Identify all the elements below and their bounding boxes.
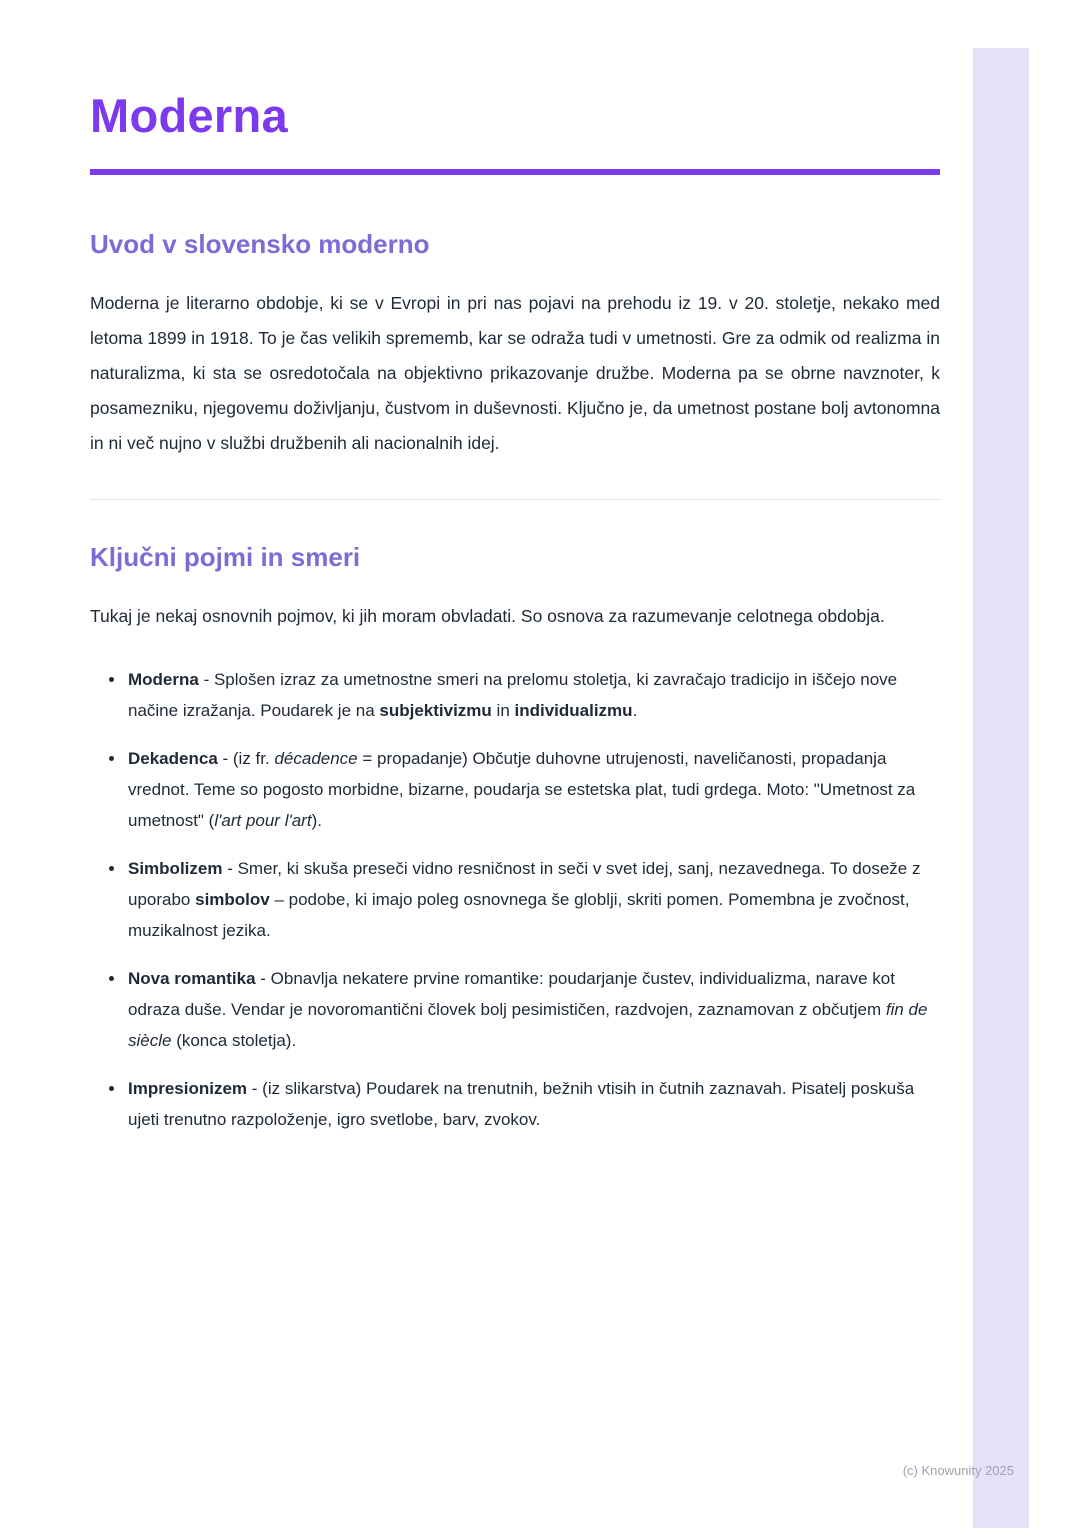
- text-segment: - (iz fr.: [217, 749, 275, 768]
- text-segment: l'art pour l'art: [214, 811, 312, 830]
- section-uvod: [90, 229, 940, 461]
- text-segment: Simbolizem: [128, 859, 223, 878]
- title-underline: [90, 169, 940, 175]
- text-segment: décadence: [274, 749, 358, 768]
- text-segment: - Splošen izraz za umetnostne smeri na prelomu stoletja, ki zavračajo tradicijo in iščejo nove načine izražanja. Poudarek je na: [128, 670, 898, 720]
- section-heading-kljucni-pojmi: Ključni pojmi in smeri: [90, 542, 361, 572]
- text-segment: ).: [311, 811, 322, 830]
- terms-list: [90, 664, 940, 1135]
- text-segment: - Obnavlja nekatere prvine romantike: poudarjanje čustev, individualizma, narave kot odraza duše. Vendar je novoromantični človek bolj pesimističen, razdvojen, zaznamovan z občutjem: [128, 969, 895, 1019]
- section-heading-uvod: Uvod v slovensko moderno: [90, 229, 430, 259]
- page-title: Moderna: [90, 89, 288, 142]
- text-segment: Dekadenca: [128, 749, 218, 768]
- term-list-item: [126, 743, 940, 836]
- text-segment: simbolov: [195, 890, 270, 909]
- term-list-item: [126, 1073, 940, 1135]
- terms-intro-paragraph: Tukaj je nekaj osnovnih pojmov, ki jih moram obvladati. So osnova za razumevanje celotnega obdobja.: [90, 606, 885, 626]
- text-segment: – podobe, ki imajo poleg osnovnega še globlji, skriti pomen. Pomembna je zvočnost, muzikalnost jezika.: [128, 890, 910, 940]
- text-segment: (konca stoletja).: [171, 1031, 297, 1050]
- term-list-item: [126, 963, 940, 1056]
- copyright-notice: (c) Knowunity 2025: [902, 1463, 1014, 1478]
- text-segment: in: [491, 701, 515, 720]
- text-segment: subjektivizmu: [379, 701, 492, 720]
- term-list-item: [126, 853, 940, 946]
- term-list-item: [126, 664, 940, 726]
- intro-paragraph: Moderna je literarno obdobje, ki se v Evropi in pri nas pojavi na prehodu iz 19. v 20. stoletje, nekako med letoma 1899 in 1918. To je čas velikih sprememb, kar se odraža tudi v umetnosti. Gre za odmik od realizma in naturalizma, ki sta se osredotočala na objektivno prikazovanje družbe. Moderna pa se obrne navznoter, k posamezniku, njegovemu doživljanju, čustvom in duševnosti. Ključno je, da umetnost postane bolj avtonomna in ni več nujno v službi družbenih ali nacionalnih idej.: [90, 293, 940, 453]
- text-segment: = propadanje) Občutje duhovne utrujenosti, naveličanosti, propadanja vrednot. Teme so pogosto morbidne, bizarne, poudarja se estetska plat, tudi grdega. Moto: "Umetnost za umetnost" (: [128, 749, 916, 830]
- section-kljucni-pojmi: [90, 542, 940, 1135]
- text-segment: individualizmu: [514, 701, 633, 720]
- section-divider: [90, 499, 940, 500]
- text-segment: Impresionizem: [128, 1079, 248, 1098]
- text-segment: fin de siècle: [128, 1000, 928, 1050]
- text-segment: .: [632, 701, 638, 720]
- text-segment: - (iz slikarstva) Poudarek na trenutnih, bežnih vtisih in čutnih zaznavah. Pisatelj poskuša ujeti trenutno razpoloženje, igro svetlobe, barv, zvokov.: [128, 1079, 915, 1129]
- text-segment: Nova romantika: [128, 969, 256, 988]
- text-segment: Moderna: [128, 670, 199, 689]
- text-segment: - Smer, ki skuša preseči vidno resničnost in seči v svet idej, sanj, nezavednega. To doseže z uporabo: [128, 859, 921, 909]
